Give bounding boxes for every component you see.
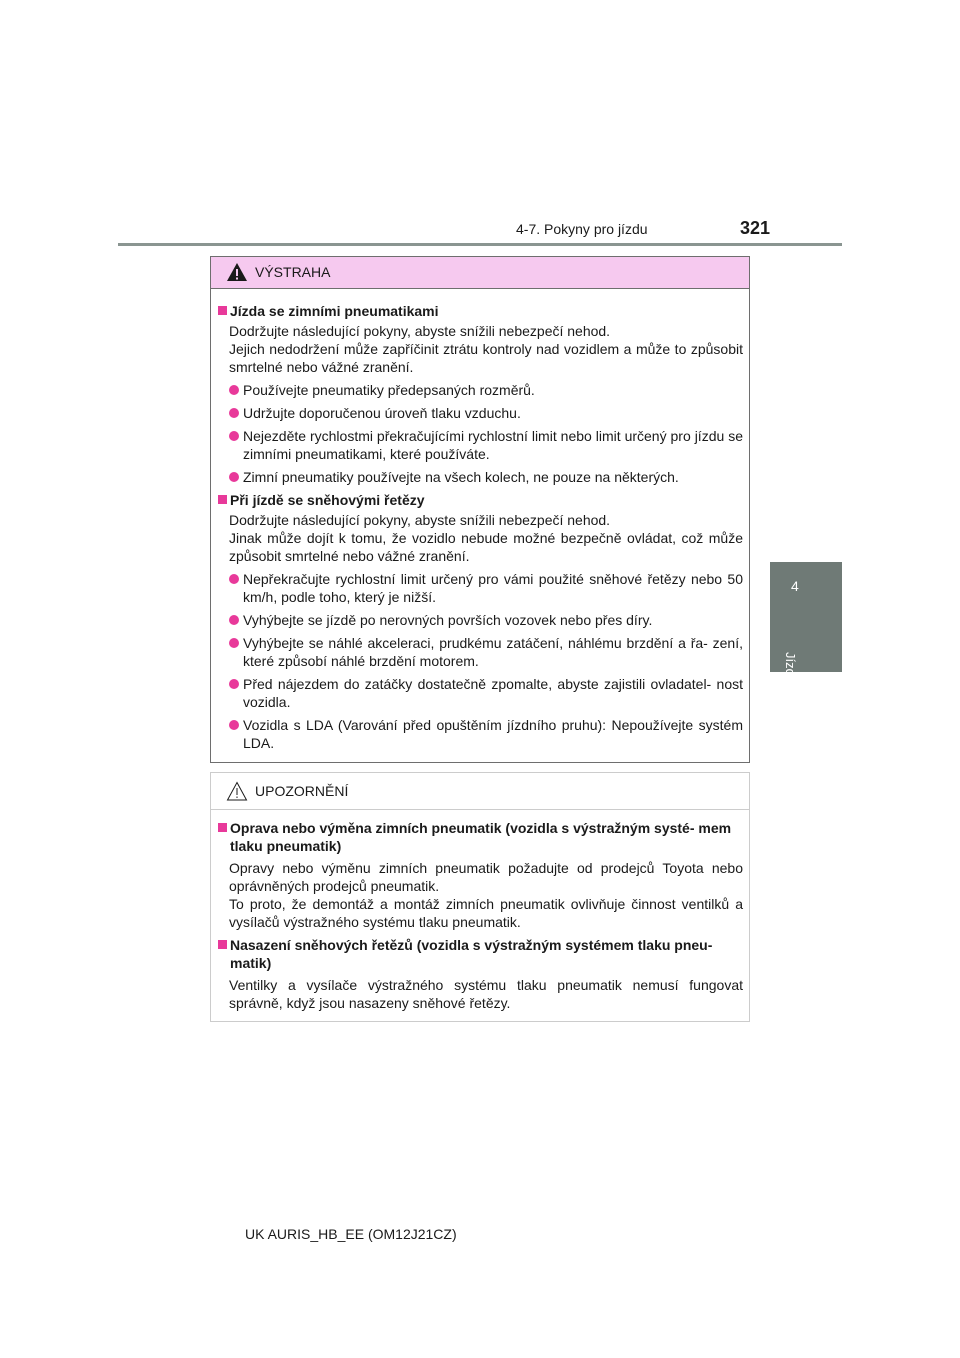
paragraph: Dodržujte následující pokyny, abyste snížili nebezpečí nehod.: [229, 512, 611, 528]
bullet-icon: [229, 431, 239, 441]
paragraph: To proto, že demontáž a montáž zimních pneumatik ovlivňuje činnost ventilků a vysílačů výstražného systému tlaku pneumatik.: [229, 896, 743, 930]
paragraph: Dodržujte následující pokyny, abyste snížili nebezpečí nehod.: [229, 323, 611, 339]
section-heading: Nasazení sněhových řetězů (vozidla s výstražným systémem tlaku pneu- matik): [218, 936, 743, 972]
list-item: Nejezděte rychlostmi překračujícími rychlostní limit nebo limit určený pro jízdu se zimními pneumatikami, které používáte.: [218, 427, 743, 463]
bullet-icon: [229, 472, 239, 482]
section-heading: Jízda se zimními pneumatikami: [218, 302, 743, 320]
page-number: 321: [740, 218, 771, 238]
caution-header: [211, 773, 749, 810]
paragraph: Jinak může dojít k tomu, že vozidlo nebude možné bezpečně ovládat, což může způsobit smrtelné nebo vážné zranění.: [229, 530, 743, 564]
bullet-icon: [229, 615, 239, 625]
bullet-icon: [229, 385, 239, 395]
paragraph: Jejich nedodržení může zapříčinit ztrátu kontroly nad vozidlem a může to způsobit smrtelné nebo vážné zranění.: [229, 341, 743, 375]
list-item: Zimní pneumatiky používejte na všech kolech, ne pouze na některých.: [218, 468, 743, 486]
bullet-icon: [229, 408, 239, 418]
chapter-number: 4: [791, 578, 799, 594]
list-item: Udržujte doporučenou úroveň tlaku vzduchu.: [218, 404, 743, 422]
caution-triangle-icon: [226, 781, 248, 801]
list-item: Vozidla s LDA (Varování před opuštěním jízdního pruhu): Nepoužívejte systém LDA.: [218, 716, 743, 752]
section-heading: Oprava nebo výměna zimních pneumatik (vozidla s výstražným systé- mem tlaku pneumatik): [218, 819, 743, 855]
bullet-icon: [229, 574, 239, 584]
bullet-icon: [229, 679, 239, 689]
list-item: Vyhýbejte se jízdě po nerovných površích vozovek nebo přes díry.: [218, 611, 743, 629]
paragraph: Ventilky a vysílače výstražného systému tlaku pneumatik nemusí fungovat správně, když jsou nasazeny sněhové řetězy.: [229, 977, 743, 1011]
caution-title: UPOZORNĚNÍ: [255, 783, 349, 799]
warning-box: [210, 256, 750, 763]
chapter-label: Jízda: [783, 652, 798, 684]
warning-title: VÝSTRAHA: [255, 264, 331, 280]
warning-header: [211, 257, 749, 289]
section-heading: Při jízdě se sněhovými řetězy: [218, 491, 743, 509]
warning-triangle-icon: [226, 262, 248, 282]
list-item: Nepřekračujte rychlostní limit určený pro vámi použité sněhové řetězy nebo 50 km/h, podle toho, který je nižší.: [218, 570, 743, 606]
list-item: Používejte pneumatiky předepsaných rozměrů.: [218, 381, 743, 399]
chapter-tab: [770, 562, 842, 672]
bullet-icon: [229, 638, 239, 648]
list-item: Vyhýbejte se náhlé akceleraci, prudkému zatáčení, náhlému brzdění a řa- zení, které způsobí náhlé brzdění motorem.: [218, 634, 743, 670]
bullet-icon: [229, 720, 239, 730]
header-rule: [118, 243, 842, 246]
paragraph: Opravy nebo výměnu zimních pneumatik požadujte od prodejců Toyota nebo oprávněných prodejců pneumatik.: [229, 860, 743, 894]
caution-box: [210, 772, 750, 1022]
list-item: Před nájezdem do zatáčky dostatečně zpomalte, abyste zajistili ovladatel- nost vozidla.: [218, 675, 743, 711]
header-section-title: 4-7. Pokyny pro jízdu: [516, 221, 648, 237]
model-code: UK AURIS_HB_EE (OM12J21CZ): [245, 1226, 457, 1242]
